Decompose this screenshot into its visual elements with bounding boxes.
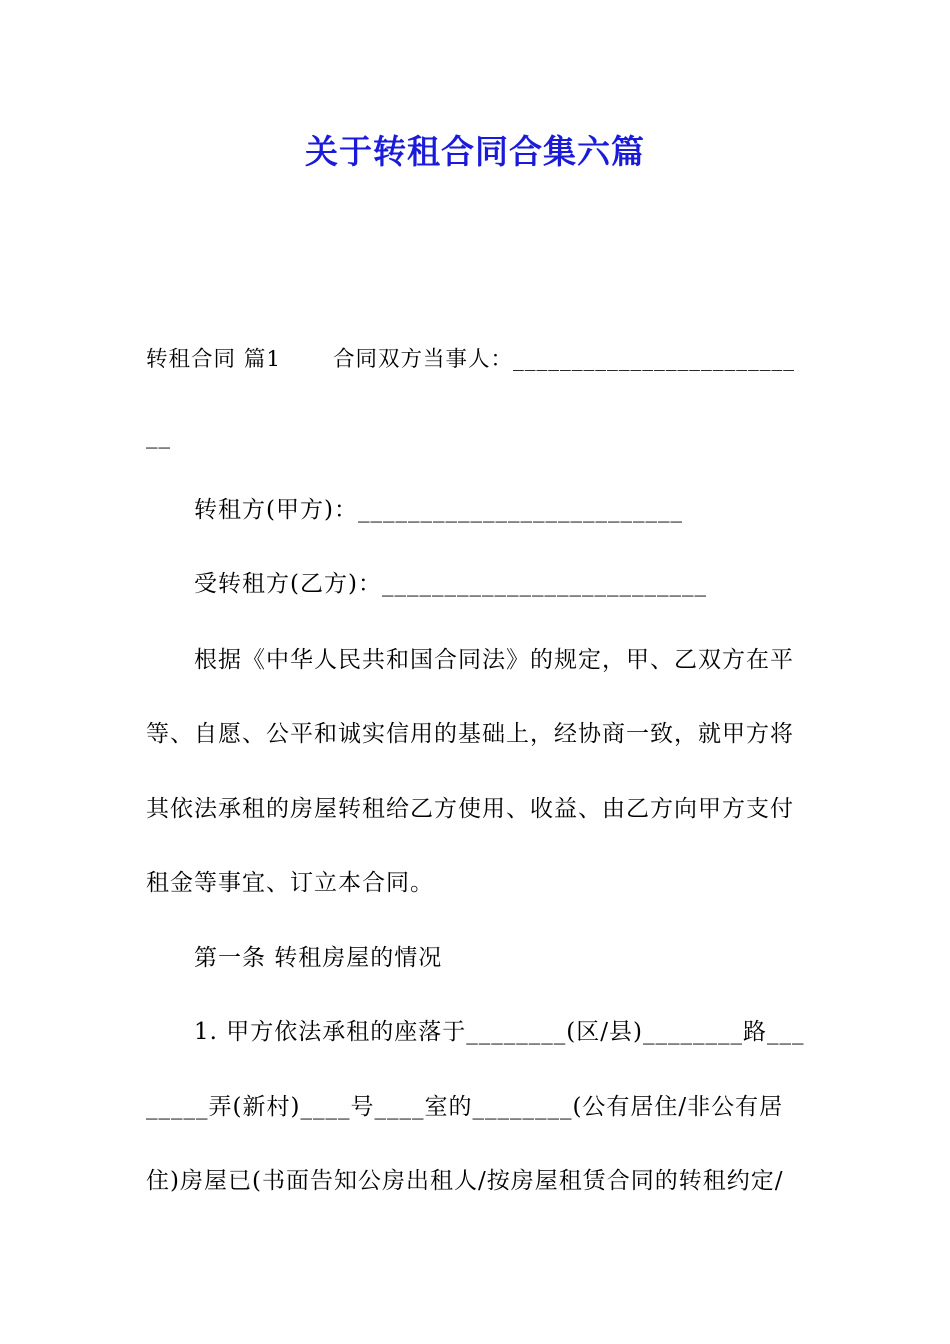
section-label: 转租合同 篇1 — [146, 347, 282, 372]
heading-line — [146, 344, 795, 376]
parties-label: 合同双方当事人：________________________ — [333, 347, 796, 372]
sublessor-line: 转租方(甲方)：__________________________ — [194, 497, 683, 523]
article1-heading: 第一条 转租房屋的情况 — [194, 945, 443, 971]
intro-line-4: 租金等事宜、订立本合同。 — [146, 870, 434, 896]
sublessee-line: 受转租方(乙方)：__________________________ — [194, 571, 707, 597]
document-title: 关于转租合同合集六篇 — [305, 132, 645, 171]
intro-line-3: 其依法承租的房屋转租给乙方使用、收益、由乙方向甲方支付 — [146, 796, 794, 822]
heading-line-continuation: __ — [146, 423, 171, 449]
article1-line-3: 住)房屋已(书面告知公房出租人/按房屋租赁合同的转租约定/ — [146, 1168, 784, 1194]
article1-line-2: _____弄(新村)____号____室的________(公有居住/非公有居 — [146, 1094, 784, 1120]
article1-line-1: 1. 甲方依法承租的座落于________(区/县)________路___ — [194, 1019, 805, 1045]
intro-line-2: 等、自愿、公平和诚实信用的基础上，经协商一致，就甲方将 — [146, 721, 794, 747]
intro-line-1: 根据《中华人民共和国合同法》的规定，甲、乙双方在平 — [194, 647, 794, 673]
